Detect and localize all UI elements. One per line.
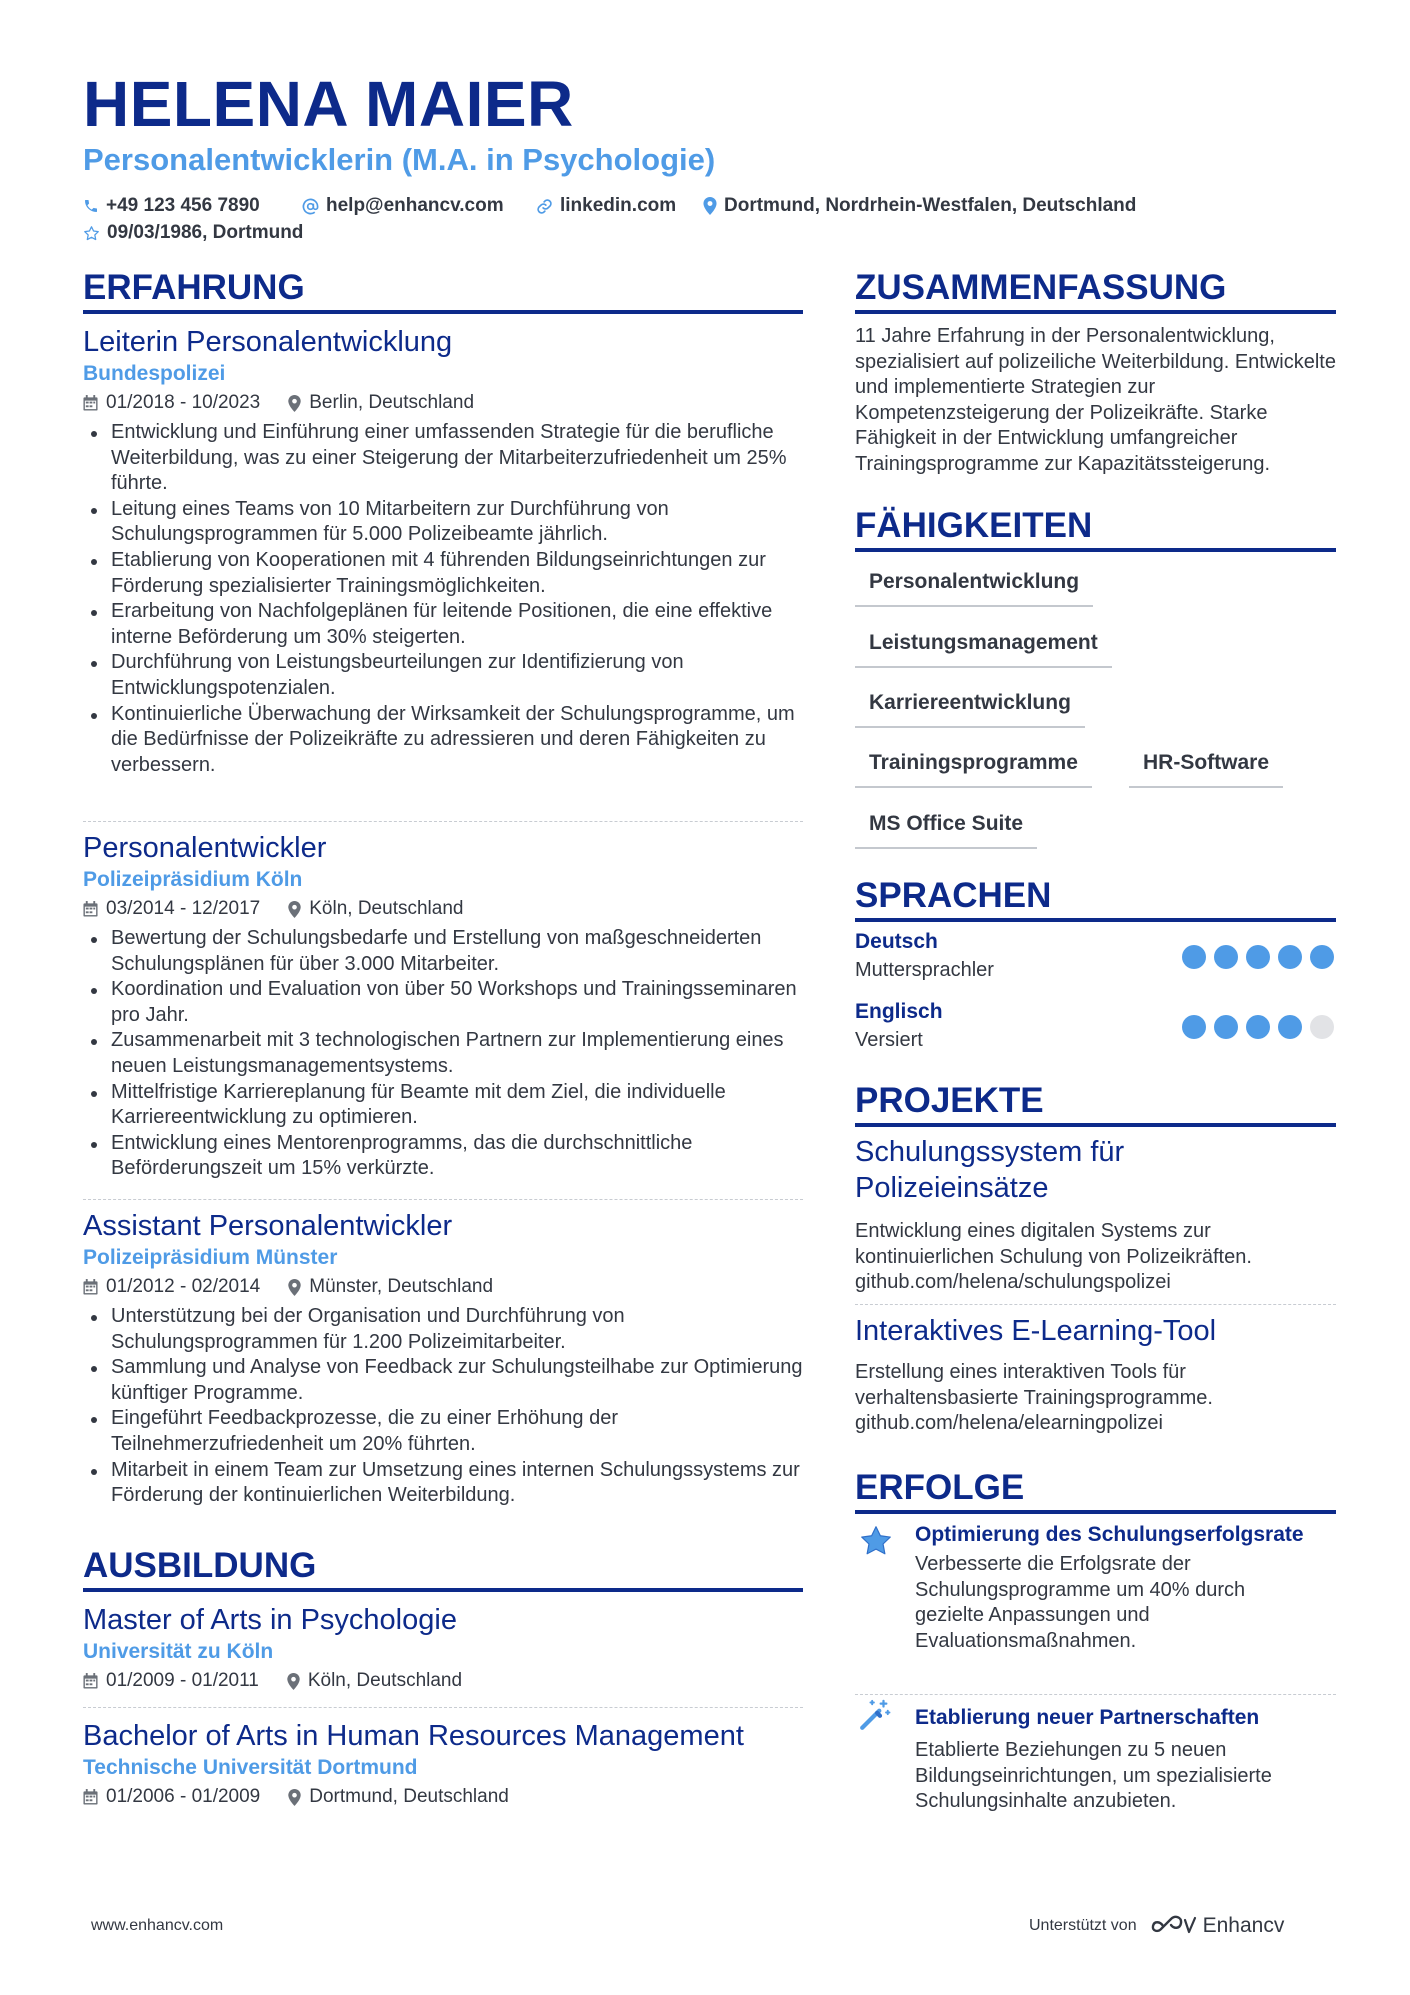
bullet-item: Erarbeitung von Nachfolgeplänen für leitende Positionen, die eine effektive interne Beförderung um 30% steigerten. [83, 599, 803, 650]
candidate-name: HELENA MAIER [83, 68, 574, 140]
company-name: Polizeipräsidium Köln [83, 868, 303, 891]
section-rule [855, 548, 1336, 552]
rating-dot-filled [1214, 945, 1238, 969]
school-name: Universität zu Köln [83, 1640, 274, 1663]
section-rule [83, 310, 803, 314]
job-dates: 01/2018 - 10/2023 [106, 392, 261, 413]
company-name: Bundespolizei [83, 362, 226, 385]
education-dates: 01/2009 - 01/2011 [106, 1670, 259, 1691]
job-title: Assistant Personalentwickler [83, 1210, 453, 1242]
footer-website[interactable]: www.enhancv.com [91, 1917, 224, 1934]
rating-dot-filled [1310, 945, 1334, 969]
bullet-item: Sammlung und Analyse von Feedback zur Schulungsteilhabe zur Optimierung künftiger Programme. [83, 1355, 803, 1406]
language-name: Deutsch [855, 930, 938, 953]
rating-dot-filled [1246, 945, 1270, 969]
bullet-item: Etablierung von Kooperationen mit 4 führenden Bildungseinrichtungen zur Förderung spezialisierter Trainingsmöglichkeiten. [83, 548, 803, 599]
project-link[interactable]: github.com/helena/elearningpolizei [855, 1412, 1163, 1435]
location-pin-icon [288, 1279, 301, 1296]
project-entry [855, 1313, 1336, 1349]
language-rating [1174, 945, 1334, 969]
skill-tag: Trainingsprogramme [855, 749, 1092, 788]
bullet-item: Kontinuierliche Überwachung der Wirksamkeit der Schulungsprogramme, um die Bedürfnisse der Polizeikräfte zu adressieren und deren Fähigkeiten zu verbessern. [83, 702, 803, 779]
rating-dot-filled [1214, 1015, 1238, 1039]
bullet-item: Koordination und Evaluation von über 50 Workshops und Trainingsseminaren pro Jahr. [83, 977, 803, 1028]
language-name: Englisch [855, 1000, 943, 1023]
bullet-item: Leitung eines Teams von 10 Mitarbeitern zur Durchführung von Schulungsprogrammen für 5.000 Polizeibeamte jährlich. [83, 497, 803, 548]
education-location: Dortmund, Deutschland [309, 1786, 509, 1807]
calendar-icon [83, 1789, 98, 1805]
rating-dot-empty [1310, 1015, 1334, 1039]
bullet-item: Mitarbeit in einem Team zur Umsetzung eines internen Schulungssystems zur Förderung der kontinuierlichen Weiterbildung. [83, 1458, 803, 1509]
achievement-description: Etablierte Beziehungen zu 5 neuen Bildungseinrichtungen, um spezialisierte Schulungsinhalte anzubieten. [915, 1739, 1272, 1813]
rating-dot-filled [1246, 1015, 1270, 1039]
language-level: Muttersprachler [855, 959, 994, 981]
language-rating [1174, 1015, 1334, 1039]
job-bullets [83, 1304, 803, 1509]
bullet-item: Eingeführt Feedbackprozesse, die zu einer Erhöhung der Teilnehmerzufriedenheit um 20% führten. [83, 1406, 803, 1457]
achievement-entry [915, 1704, 1335, 1815]
powered-by-text: Unterstützt von [1029, 1917, 1137, 1934]
phone-icon [83, 198, 99, 214]
link-icon [536, 198, 553, 215]
magic-wand-icon [858, 1698, 892, 1732]
company-name: Polizeipräsidium Münster [83, 1246, 338, 1269]
location-pin-icon [288, 1789, 301, 1806]
job-location: Köln, Deutschland [309, 898, 464, 919]
job-location: Berlin, Deutschland [309, 392, 475, 413]
school-name: Technische Universität Dortmund [83, 1756, 418, 1779]
education-meta [83, 1668, 803, 1694]
phone-text: +49 123 456 7890 [106, 195, 260, 216]
job-location: Münster, Deutschland [309, 1276, 494, 1297]
entry-divider [855, 1304, 1336, 1305]
location-pin-icon [288, 901, 301, 918]
rating-dot-filled [1278, 1015, 1302, 1039]
skill-tag: MS Office Suite [855, 810, 1037, 849]
rating-dot-filled [1278, 945, 1302, 969]
achievement-description: Verbesserte die Erfolgsrate der Schulungsprogramme um 40% durch gezielte Anpassungen und Evaluationsmaßnahmen. [915, 1553, 1246, 1652]
job-title: Leiterin Personalentwicklung [83, 326, 453, 358]
birth-text: 09/03/1986, Dortmund [107, 222, 304, 243]
calendar-icon [83, 1279, 98, 1295]
rating-dot-filled [1182, 945, 1206, 969]
project-title: Schulungssystem für Polizeieinsätze [855, 1136, 1125, 1204]
entry-divider [83, 1199, 803, 1200]
brand-name: Enhancv [1202, 1914, 1285, 1937]
section-title-education: AUSBILDUNG [83, 1546, 317, 1585]
skill-tag: HR-Software [1129, 749, 1283, 788]
project-description-text: Entwicklung eines digitalen Systems zur kontinuierlichen Schulung von Polizeikräften. [855, 1220, 1252, 1268]
contact-email[interactable] [302, 192, 504, 220]
candidate-role: Personalentwicklerin (M.A. in Psychologie) [83, 142, 716, 177]
experience-entry [83, 324, 803, 778]
contact-linkedin[interactable] [536, 192, 676, 220]
linkedin-text: linkedin.com [560, 195, 677, 216]
project-description-text: Erstellung eines interaktiven Tools für verhaltensbasierte Trainingsprogramme. [855, 1361, 1213, 1409]
skill-tag: Personalentwicklung [855, 568, 1093, 607]
section-rule [855, 918, 1336, 922]
at-icon [302, 198, 319, 215]
job-meta [83, 896, 803, 922]
education-meta [83, 1784, 803, 1810]
section-title-languages: SPRACHEN [855, 876, 1052, 915]
job-dates: 01/2012 - 02/2014 [106, 1276, 261, 1297]
section-title-skills: FÄHIGKEITEN [855, 506, 1093, 545]
contact-location [703, 192, 1136, 220]
location-text: Dortmund, Nordrhein-Westfalen, Deutschland [724, 195, 1137, 216]
contact-birth [83, 219, 303, 247]
entry-divider [83, 821, 803, 822]
rating-dot-filled [1182, 1015, 1206, 1039]
summary-text: 11 Jahre Erfahrung in der Personalentwicklung, spezialisiert auf polizeiliche Weiterbildung. Entwickelte und implementierte Strategien zur Kompetenzsteigerung der Polizeikräfte. Starke Fähigkeit in der Entwicklung umfangreicher Trainingsprogramme zur Kapazitätssteigerung. [855, 325, 1336, 475]
bullet-item: Entwicklung und Einführung einer umfassenden Strategie für die berufliche Weiterbildung, was zu einer Steigerung der Mitarbeiterzufriedenheit um 25% führte. [83, 420, 803, 497]
bullet-item: Bewertung der Schulungsbedarfe und Erstellung von maßgeschneiderten Schulungsplänen für über 3.000 Mitarbeiter. [83, 926, 803, 977]
location-pin-icon [703, 197, 717, 215]
enhancv-logo-icon [1151, 1914, 1197, 1938]
section-rule [855, 1510, 1336, 1514]
bullet-item: Durchführung von Leistungsbeurteilungen zur Identifizierung von Entwicklungspotenzialen. [83, 650, 803, 701]
entry-divider [855, 1694, 1336, 1695]
section-rule [855, 310, 1336, 314]
section-title-projects: PROJEKTE [855, 1081, 1044, 1120]
job-meta [83, 390, 803, 416]
bullet-item: Mittelfristige Karriereplanung für Beamte mit dem Ziel, die individuelle Karriereentwicklung zu optimieren. [83, 1080, 803, 1131]
project-description [855, 1219, 1336, 1296]
project-description [855, 1360, 1336, 1437]
job-meta [83, 1274, 803, 1300]
location-pin-icon [288, 395, 301, 412]
experience-entry [83, 830, 803, 1182]
education-location: Köln, Deutschland [307, 1670, 463, 1691]
degree-title: Master of Arts in Psychologie [83, 1604, 457, 1636]
star-icon [858, 1523, 894, 1559]
calendar-icon [83, 1673, 98, 1689]
achievement-title: Optimierung des Schulungserfolgsrate [915, 1523, 1304, 1546]
achievement-entry [915, 1521, 1315, 1654]
job-dates: 03/2014 - 12/2017 [106, 898, 261, 919]
education-entry [83, 1718, 803, 1810]
skill-tag: Karriereentwicklung [855, 689, 1085, 728]
section-title-achievements: ERFOLGE [855, 1468, 1025, 1507]
section-rule [83, 1588, 803, 1592]
bullet-item: Entwicklung eines Mentorenprogramms, das die durchschnittliche Beförderungszeit um 15% verkürzte. [83, 1131, 803, 1182]
entry-divider [83, 1707, 803, 1708]
job-bullets [83, 420, 803, 778]
education-entry [83, 1602, 803, 1694]
section-title-experience: ERFAHRUNG [83, 268, 305, 307]
contact-phone [83, 192, 260, 220]
language-entry [855, 998, 1336, 1054]
footer-powered-by[interactable] [1029, 1913, 1284, 1939]
bullet-item: Zusammenarbeit mit 3 technologischen Partnern zur Implementierung eines neuen Leistungsmanagementsystems. [83, 1028, 803, 1079]
job-title: Personalentwickler [83, 832, 327, 864]
job-bullets [83, 926, 803, 1182]
degree-title: Bachelor of Arts in Human Resources Management [83, 1720, 744, 1752]
project-entry [855, 1134, 1275, 1206]
email-text: help@enhancv.com [326, 195, 504, 216]
calendar-icon [83, 901, 98, 917]
education-dates: 01/2006 - 01/2009 [106, 1786, 261, 1807]
achievement-title: Etablierung neuer Partnerschaften [915, 1706, 1260, 1729]
experience-entry [83, 1208, 803, 1509]
language-level: Versiert [855, 1029, 923, 1051]
skill-tag: Leistungsmanagement [855, 629, 1112, 668]
section-title-summary: ZUSAMMENFASSUNG [855, 268, 1227, 307]
section-rule [855, 1123, 1336, 1127]
location-pin-icon [287, 1673, 300, 1690]
language-entry [855, 928, 1336, 984]
project-link[interactable]: github.com/helena/schulungspolizei [855, 1271, 1171, 1294]
project-title: Interaktives E-Learning-Tool [855, 1315, 1217, 1347]
calendar-icon [83, 395, 98, 411]
star-outline-icon [83, 225, 100, 242]
bullet-item: Unterstützung bei der Organisation und Durchführung von Schulungsprogrammen für 1.200 Polizeimitarbeiter. [83, 1304, 803, 1355]
